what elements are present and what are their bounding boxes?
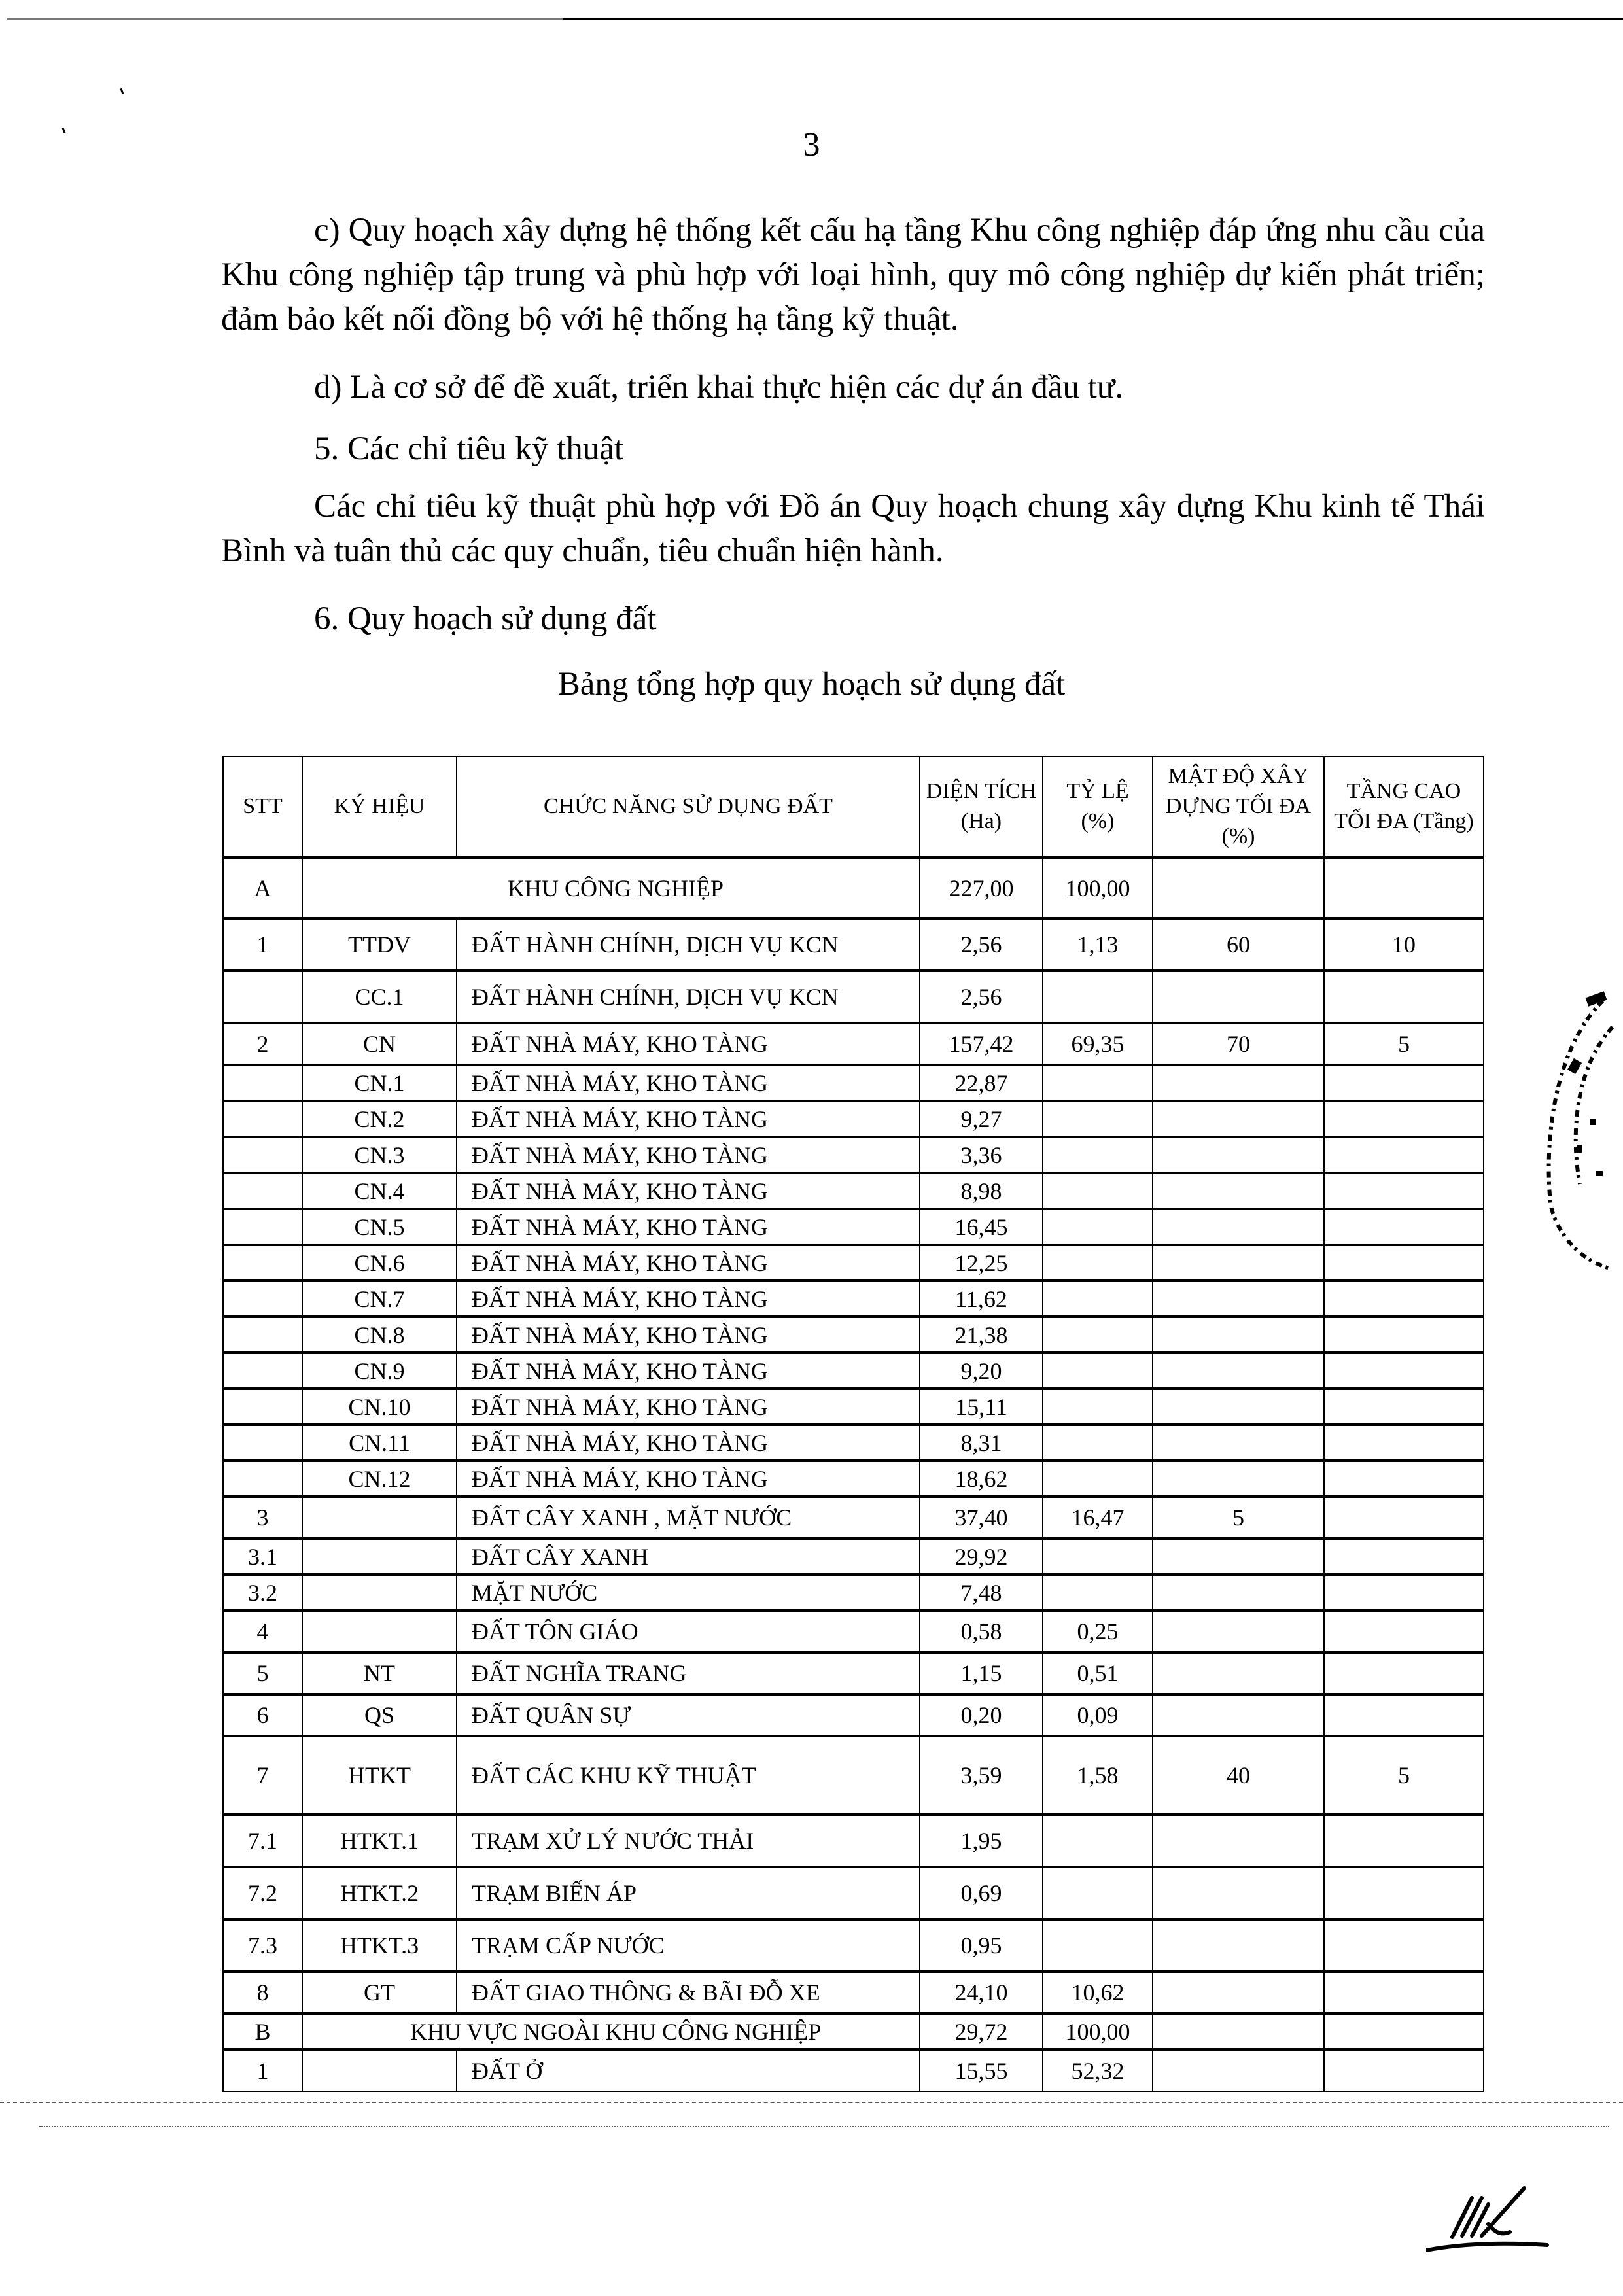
cell-function: TRẠM CẤP NƯỚC xyxy=(457,1919,920,1972)
cell-area: 9,20 xyxy=(920,1353,1043,1389)
cell-function: ĐẤT HÀNH CHÍNH, DỊCH VỤ KCN xyxy=(457,918,920,971)
cell-code xyxy=(302,1497,457,1539)
cell-floors xyxy=(1324,1694,1484,1736)
cell-density xyxy=(1153,1919,1324,1972)
cell-density xyxy=(1153,858,1324,918)
cell-ratio xyxy=(1043,1815,1153,1867)
cell-density xyxy=(1153,1652,1324,1694)
cell-floors: 10 xyxy=(1324,918,1484,971)
cell-function: ĐẤT CÁC KHU KỸ THUẬT xyxy=(457,1736,920,1815)
table-row xyxy=(223,1652,1484,1694)
cell-ratio: 100,00 xyxy=(1043,2013,1153,2049)
cell-ratio xyxy=(1043,1539,1153,1574)
cell-ratio xyxy=(1043,1389,1153,1425)
cell-floors xyxy=(1324,858,1484,918)
cell-code: TTDV xyxy=(302,918,457,971)
cell-code: CN.11 xyxy=(302,1425,457,1461)
cell-density xyxy=(1153,1281,1324,1317)
cell-area: 29,72 xyxy=(920,2013,1043,2049)
table-row xyxy=(223,2013,1484,2049)
cell-function: ĐẤT NHÀ MÁY, KHO TÀNG xyxy=(457,1281,920,1317)
cell-area: 0,95 xyxy=(920,1919,1043,1972)
cell-area: 18,62 xyxy=(920,1461,1043,1497)
cell-area: 2,56 xyxy=(920,918,1043,971)
header-area: DIỆN TÍCH (Ha) xyxy=(920,756,1043,858)
paragraph-c: c) Quy hoạch xây dựng hệ thống kết cấu hạ tầng Khu công nghiệp đáp ứng nhu cầu của Khu công nghiệp tập trung và phù hợp với loại hình, quy mô công nghiệp dự kiến phát triển; đảm bảo kết nối đồng bộ với hệ thống hạ tầng kỹ thuật. xyxy=(221,212,1485,338)
cell-floors xyxy=(1324,1173,1484,1209)
cell-function: ĐẤT NHÀ MÁY, KHO TÀNG xyxy=(457,1137,920,1173)
cell-function: ĐẤT NHÀ MÁY, KHO TÀNG xyxy=(457,1461,920,1497)
table-row xyxy=(223,2049,1484,2091)
cell-area: 1,15 xyxy=(920,1652,1043,1694)
cell-floors xyxy=(1324,1389,1484,1425)
cell-area: 9,27 xyxy=(920,1101,1043,1137)
cell-density xyxy=(1153,2013,1324,2049)
cell-stt xyxy=(223,1353,302,1389)
cell-area: 157,42 xyxy=(920,1023,1043,1065)
signature-icon xyxy=(1426,2185,1570,2257)
section-heading-6: 6. Quy hoạch sử dụng đất xyxy=(314,600,657,637)
cell-density xyxy=(1153,1209,1324,1245)
cell-function: ĐẤT NGHĨA TRANG xyxy=(457,1652,920,1694)
table-row xyxy=(223,1101,1484,1137)
cell-density xyxy=(1153,1065,1324,1101)
cell-function: MẶT NƯỚC xyxy=(457,1574,920,1610)
cell-floors xyxy=(1324,1425,1484,1461)
cell-ratio xyxy=(1043,971,1153,1023)
cell-ratio: 69,35 xyxy=(1043,1023,1153,1065)
cell-stt: 6 xyxy=(223,1694,302,1736)
cell-function: ĐẤT NHÀ MÁY, KHO TÀNG xyxy=(457,1317,920,1353)
table-row xyxy=(223,1245,1484,1281)
cell-function: ĐẤT Ở xyxy=(457,2049,920,2091)
cell-density: 70 xyxy=(1153,1023,1324,1065)
cell-stt: 4 xyxy=(223,1610,302,1652)
cell-ratio: 10,62 xyxy=(1043,1972,1153,2013)
cell-area: 0,20 xyxy=(920,1694,1043,1736)
cell-ratio xyxy=(1043,1461,1153,1497)
seal-stamp-icon xyxy=(1531,988,1616,1276)
scan-fold-line xyxy=(39,2126,1609,2127)
cell-area: 16,45 xyxy=(920,1209,1043,1245)
cell-code: NT xyxy=(302,1652,457,1694)
cell-code: CN xyxy=(302,1023,457,1065)
cell-code: CN.9 xyxy=(302,1353,457,1389)
cell-density xyxy=(1153,971,1324,1023)
cell-ratio: 16,47 xyxy=(1043,1497,1153,1539)
cell-area: 227,00 xyxy=(920,858,1043,918)
table-row xyxy=(223,1173,1484,1209)
cell-function: ĐẤT NHÀ MÁY, KHO TÀNG xyxy=(457,1353,920,1389)
cell-ratio xyxy=(1043,1425,1153,1461)
cell-floors xyxy=(1324,2049,1484,2091)
cell-ratio: 1,13 xyxy=(1043,918,1153,971)
table-row xyxy=(223,1497,1484,1539)
cell-ratio: 0,25 xyxy=(1043,1610,1153,1652)
cell-floors xyxy=(1324,1574,1484,1610)
cell-stt: 1 xyxy=(223,2049,302,2091)
table-row xyxy=(223,1461,1484,1497)
cell-floors xyxy=(1324,2013,1484,2049)
table-row xyxy=(223,971,1484,1023)
cell-code: HTKT.1 xyxy=(302,1815,457,1867)
cell-floors: 5 xyxy=(1324,1023,1484,1065)
cell-density xyxy=(1153,1815,1324,1867)
cell-area: 29,92 xyxy=(920,1539,1043,1574)
cell-stt: 3.2 xyxy=(223,1574,302,1610)
cell-density xyxy=(1153,1425,1324,1461)
cell-code: CC.1 xyxy=(302,971,457,1023)
paragraph-d: d) Là cơ sở để đề xuất, triển khai thực hiện các dự án đầu tư. xyxy=(314,369,1124,406)
cell-area: 3,36 xyxy=(920,1137,1043,1173)
cell-code: CN.6 xyxy=(302,1245,457,1281)
cell-code: CN.2 xyxy=(302,1101,457,1137)
cell-area: 0,58 xyxy=(920,1610,1043,1652)
cell-stt: A xyxy=(223,858,302,918)
cell-floors xyxy=(1324,1353,1484,1389)
cell-density: 5 xyxy=(1153,1497,1324,1539)
cell-code xyxy=(302,2049,457,2091)
cell-density xyxy=(1153,1389,1324,1425)
cell-ratio: 52,32 xyxy=(1043,2049,1153,2091)
scan-top-border xyxy=(7,18,1623,20)
cell-floors xyxy=(1324,1461,1484,1497)
cell-code xyxy=(302,1574,457,1610)
cell-code xyxy=(302,1610,457,1652)
cell-function: ĐẤT HÀNH CHÍNH, DỊCH VỤ KCN xyxy=(457,971,920,1023)
section-heading-5: 5. Các chỉ tiêu kỹ thuật xyxy=(314,430,624,467)
cell-density xyxy=(1153,1867,1324,1919)
cell-stt xyxy=(223,1173,302,1209)
cell-code: CN.7 xyxy=(302,1281,457,1317)
table-row xyxy=(223,1389,1484,1425)
cell-ratio xyxy=(1043,1245,1153,1281)
cell-section-title: KHU CÔNG NGHIỆP xyxy=(302,858,920,918)
table-row xyxy=(223,1972,1484,2013)
cell-ratio xyxy=(1043,1867,1153,1919)
cell-density: 60 xyxy=(1153,918,1324,971)
cell-function: ĐẤT NHÀ MÁY, KHO TÀNG xyxy=(457,1425,920,1461)
cell-area: 12,25 xyxy=(920,1245,1043,1281)
cell-ratio: 100,00 xyxy=(1043,858,1153,918)
header-function: CHỨC NĂNG SỬ DỤNG ĐẤT xyxy=(457,756,920,858)
cell-ratio xyxy=(1043,1353,1153,1389)
cell-function: ĐẤT NHÀ MÁY, KHO TÀNG xyxy=(457,1023,920,1065)
cell-floors xyxy=(1324,1539,1484,1574)
cell-function: ĐẤT NHÀ MÁY, KHO TÀNG xyxy=(457,1065,920,1101)
cell-area: 7,48 xyxy=(920,1574,1043,1610)
cell-ratio xyxy=(1043,1065,1153,1101)
cell-density xyxy=(1153,1539,1324,1574)
table-row xyxy=(223,1539,1484,1574)
table-row xyxy=(223,1065,1484,1101)
cell-ratio: 1,58 xyxy=(1043,1736,1153,1815)
cell-code: CN.1 xyxy=(302,1065,457,1101)
cell-function: ĐẤT CÂY XANH xyxy=(457,1539,920,1574)
cell-floors xyxy=(1324,1610,1484,1652)
cell-function: ĐẤT CÂY XANH , MẶT NƯỚC xyxy=(457,1497,920,1539)
cell-floors xyxy=(1324,971,1484,1023)
cell-function: ĐẤT QUÂN SỰ xyxy=(457,1694,920,1736)
cell-stt xyxy=(223,1317,302,1353)
cell-floors: 5 xyxy=(1324,1736,1484,1815)
cell-floors xyxy=(1324,1245,1484,1281)
cell-code: GT xyxy=(302,1972,457,2013)
cell-code: CN.3 xyxy=(302,1137,457,1173)
cell-stt: 1 xyxy=(223,918,302,971)
cell-stt xyxy=(223,971,302,1023)
cell-floors xyxy=(1324,1972,1484,2013)
cell-function: TRẠM BIẾN ÁP xyxy=(457,1867,920,1919)
scan-speck xyxy=(120,88,124,94)
cell-code: CN.8 xyxy=(302,1317,457,1353)
cell-stt xyxy=(223,1137,302,1173)
table-title: Bảng tổng hợp quy hoạch sử dụng đất xyxy=(557,666,1066,703)
cell-stt: 5 xyxy=(223,1652,302,1694)
cell-ratio xyxy=(1043,1317,1153,1353)
cell-stt xyxy=(223,1425,302,1461)
cell-stt xyxy=(223,1281,302,1317)
cell-floors xyxy=(1324,1867,1484,1919)
cell-function: ĐẤT TÔN GIÁO xyxy=(457,1610,920,1652)
cell-ratio xyxy=(1043,1101,1153,1137)
cell-density xyxy=(1153,1972,1324,2013)
cell-stt: 2 xyxy=(223,1023,302,1065)
table-row xyxy=(223,1281,1484,1317)
cell-function: ĐẤT NHÀ MÁY, KHO TÀNG xyxy=(457,1389,920,1425)
cell-code: HTKT.3 xyxy=(302,1919,457,1972)
cell-area: 37,40 xyxy=(920,1497,1043,1539)
cell-floors xyxy=(1324,1209,1484,1245)
cell-function: ĐẤT NHÀ MÁY, KHO TÀNG xyxy=(457,1209,920,1245)
cell-ratio: 0,51 xyxy=(1043,1652,1153,1694)
cell-floors xyxy=(1324,1815,1484,1867)
cell-area: 1,95 xyxy=(920,1815,1043,1867)
cell-stt xyxy=(223,1101,302,1137)
cell-code: QS xyxy=(302,1694,457,1736)
cell-stt: 7.1 xyxy=(223,1815,302,1867)
cell-ratio xyxy=(1043,1137,1153,1173)
cell-function: ĐẤT NHÀ MÁY, KHO TÀNG xyxy=(457,1173,920,1209)
header-stt: STT xyxy=(223,756,302,858)
cell-function: ĐẤT NHÀ MÁY, KHO TÀNG xyxy=(457,1245,920,1281)
table-row xyxy=(223,1867,1484,1919)
cell-stt: 7 xyxy=(223,1736,302,1815)
cell-code: CN.4 xyxy=(302,1173,457,1209)
table-row xyxy=(223,1353,1484,1389)
cell-floors xyxy=(1324,1065,1484,1101)
table-row xyxy=(223,1610,1484,1652)
cell-stt: B xyxy=(223,2013,302,2049)
cell-stt: 3.1 xyxy=(223,1539,302,1574)
cell-code: CN.10 xyxy=(302,1389,457,1425)
cell-code: CN.5 xyxy=(302,1209,457,1245)
cell-area: 8,31 xyxy=(920,1425,1043,1461)
cell-area: 3,59 xyxy=(920,1736,1043,1815)
cell-stt xyxy=(223,1065,302,1101)
table-row xyxy=(223,858,1484,918)
table-row xyxy=(223,918,1484,971)
cell-ratio xyxy=(1043,1574,1153,1610)
cell-floors xyxy=(1324,1497,1484,1539)
cell-area: 11,62 xyxy=(920,1281,1043,1317)
cell-density xyxy=(1153,1317,1324,1353)
header-code: KÝ HIỆU xyxy=(302,756,457,858)
table-row xyxy=(223,1137,1484,1173)
cell-density xyxy=(1153,1574,1324,1610)
cell-density xyxy=(1153,1173,1324,1209)
cell-stt: 7.2 xyxy=(223,1867,302,1919)
cell-code: CN.12 xyxy=(302,1461,457,1497)
table-row xyxy=(223,1919,1484,1972)
cell-stt xyxy=(223,1209,302,1245)
cell-area: 15,11 xyxy=(920,1389,1043,1425)
table-row xyxy=(223,1425,1484,1461)
table-row xyxy=(223,1815,1484,1867)
table-row xyxy=(223,1736,1484,1815)
cell-stt xyxy=(223,1389,302,1425)
cell-code xyxy=(302,1539,457,1574)
cell-density xyxy=(1153,1137,1324,1173)
cell-area: 24,10 xyxy=(920,1972,1043,2013)
cell-density xyxy=(1153,2049,1324,2091)
cell-stt: 8 xyxy=(223,1972,302,2013)
header-ratio: TỶ LỆ (%) xyxy=(1043,756,1153,858)
cell-density xyxy=(1153,1353,1324,1389)
cell-density xyxy=(1153,1461,1324,1497)
cell-ratio xyxy=(1043,1173,1153,1209)
cell-density xyxy=(1153,1101,1324,1137)
cell-floors xyxy=(1324,1652,1484,1694)
cell-density: 40 xyxy=(1153,1736,1324,1815)
cell-floors xyxy=(1324,1137,1484,1173)
table-row xyxy=(223,1209,1484,1245)
cell-section-title: KHU VỰC NGOÀI KHU CÔNG NGHIỆP xyxy=(302,2013,920,2049)
cell-floors xyxy=(1324,1317,1484,1353)
cell-ratio xyxy=(1043,1919,1153,1972)
table-row xyxy=(223,1023,1484,1065)
cell-stt: 7.3 xyxy=(223,1919,302,1972)
cell-ratio: 0,09 xyxy=(1043,1694,1153,1736)
table-row xyxy=(223,1317,1484,1353)
cell-density xyxy=(1153,1694,1324,1736)
land-use-table xyxy=(222,756,1484,2092)
cell-stt xyxy=(223,1461,302,1497)
cell-stt: 3 xyxy=(223,1497,302,1539)
header-density: MẬT ĐỘ XÂY DỰNG TỐI ĐA (%) xyxy=(1153,756,1324,858)
cell-density xyxy=(1153,1610,1324,1652)
table-row xyxy=(223,1694,1484,1736)
cell-area: 15,55 xyxy=(920,2049,1043,2091)
cell-code: HTKT.2 xyxy=(302,1867,457,1919)
table-row xyxy=(223,1574,1484,1610)
cell-ratio xyxy=(1043,1209,1153,1245)
cell-function: TRẠM XỬ LÝ NƯỚC THẢI xyxy=(457,1815,920,1867)
cell-floors xyxy=(1324,1281,1484,1317)
cell-floors xyxy=(1324,1101,1484,1137)
paragraph-5: Các chỉ tiêu kỹ thuật phù hợp với Đồ án Quy hoạch chung xây dựng Khu kinh tế Thái Bình và tuân thủ các quy chuẩn, tiêu chuẩn hiện hành. xyxy=(221,488,1485,569)
page-number: 3 xyxy=(803,126,820,164)
cell-ratio xyxy=(1043,1281,1153,1317)
scan-fold-line xyxy=(0,2102,1623,2103)
cell-function: ĐẤT GIAO THÔNG & BÃI ĐỖ XE xyxy=(457,1972,920,2013)
cell-area: 22,87 xyxy=(920,1065,1043,1101)
cell-function: ĐẤT NHÀ MÁY, KHO TÀNG xyxy=(457,1101,920,1137)
table-header-row xyxy=(223,756,1484,858)
cell-area: 8,98 xyxy=(920,1173,1043,1209)
cell-code: HTKT xyxy=(302,1736,457,1815)
cell-area: 2,56 xyxy=(920,971,1043,1023)
cell-area: 21,38 xyxy=(920,1317,1043,1353)
cell-density xyxy=(1153,1245,1324,1281)
header-floors: TẦNG CAO TỐI ĐA (Tầng) xyxy=(1324,756,1484,858)
cell-stt xyxy=(223,1245,302,1281)
cell-area: 0,69 xyxy=(920,1867,1043,1919)
cell-floors xyxy=(1324,1919,1484,1972)
